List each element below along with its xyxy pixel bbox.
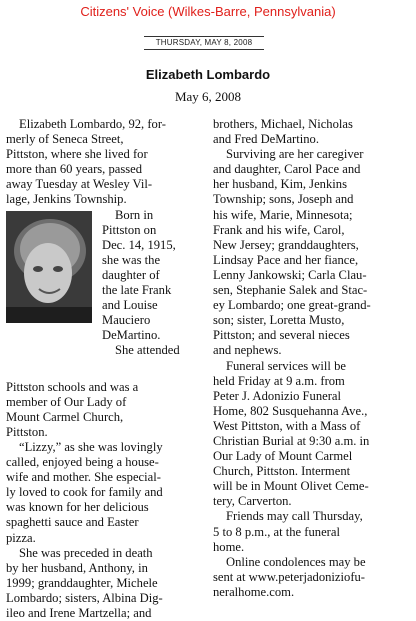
text-line: sen, Stephanie Salek and Stac-: [213, 283, 368, 298]
text-line: Pittston on: [102, 222, 157, 237]
text-line: ileo and Irene Martzella; and: [6, 605, 152, 620]
text-line: by her husband, Anthony, in: [6, 560, 148, 575]
text-line: ly loved to cook for family and: [6, 485, 163, 500]
text-line: home.: [213, 539, 245, 554]
text-line: called, enjoyed being a house-: [6, 455, 159, 470]
photo-wrap-block: [6, 208, 211, 380]
text-line: Funeral services will be: [226, 358, 346, 373]
text-line: She attended: [115, 343, 180, 358]
text-line: She was preceded in death: [19, 545, 153, 560]
text-line: Township; sons, Joseph and: [213, 192, 354, 207]
text-line: New Jersey; granddaughters,: [213, 237, 359, 252]
text-line: Lenny Jankowski; Carla Clau-: [213, 267, 367, 282]
text-line: her husband, Kim, Jenkins: [213, 177, 347, 192]
text-line: and daughter, Carol Pace and: [213, 162, 361, 177]
text-line: “Lizzy,” as she was lovingly: [19, 439, 163, 454]
text-line: his wife, Marie, Minnesota;: [213, 207, 353, 222]
text-line: Elizabeth Lombardo, 92, for-: [19, 117, 166, 131]
text-line: member of Our Lady of: [6, 394, 127, 409]
dateline: THURSDAY, MAY 8, 2008: [144, 36, 264, 50]
text-line: Christian Burial at 9:30 a.m. in: [213, 433, 370, 448]
text-line: sent at www.peterjadoniziofu-: [213, 569, 366, 584]
text-line: the late Frank: [102, 283, 172, 298]
text-line: Pittston; and several nieces: [213, 328, 350, 343]
text-line: tery, Carverton.: [213, 494, 292, 509]
text-line: 5 to 8 p.m., at the funeral: [213, 524, 340, 539]
text-line: Peter J. Adonizio Funeral: [213, 388, 342, 403]
text-line: was known for her delicious: [6, 500, 149, 515]
text-line: and Fred DeMartino.: [213, 132, 319, 147]
text-line: she was the: [102, 252, 161, 267]
text-line: DeMartino.: [102, 328, 161, 343]
text-line: Surviving are her caregiver: [226, 147, 364, 162]
text-line: Church, Pittston. Interment: [213, 464, 351, 479]
column-right: [213, 117, 413, 600]
text-line: and nephews.: [213, 343, 282, 358]
paragraph-group: [6, 380, 211, 621]
text-line: daughter of: [102, 267, 160, 282]
death-date: May 6, 2008: [174, 89, 242, 104]
text-line: Dec. 14, 1915,: [102, 237, 176, 252]
text-line: and Louise: [102, 298, 158, 313]
text-line: son; sister, Loretta Musto,: [213, 313, 345, 328]
portrait-photo: [6, 211, 92, 323]
text-line: lage, Jenkins Township.: [6, 192, 127, 207]
text-line: Friends may call Thursday,: [226, 509, 363, 524]
text-line: Our Lady of Mount Carmel: [213, 449, 353, 464]
text-line: Home, 802 Susquehanna Ave.,: [213, 403, 368, 418]
text-line: away Tuesday at Wesley Vil-: [6, 177, 153, 192]
text-line: 1999; granddaughter, Michele: [6, 575, 158, 590]
text-line: Pittston, where she lived for: [6, 147, 148, 162]
text-line: neralhome.com.: [213, 584, 295, 599]
paragraph-group: [6, 117, 211, 208]
text-line: Pittston schools and was a: [6, 379, 139, 394]
portrait-image: [6, 211, 92, 323]
text-line: Online condolences may be: [226, 554, 366, 569]
text-line: ey Lombardo; one great-grand-: [213, 298, 371, 313]
text-line: Lombardo; sisters, Albina Dig-: [6, 590, 163, 605]
text-line: Lindsay Pace and her fiance,: [213, 252, 359, 267]
text-line: more than 60 years, passed: [6, 162, 143, 177]
paragraph-beside-photo: [102, 208, 212, 359]
text-line: Frank and his wife, Carol,: [213, 222, 345, 237]
text-line: will be in Mount Olivet Ceme-: [213, 479, 369, 494]
text-line: wife and mother. She especial-: [6, 470, 161, 485]
obituary-name: Elizabeth Lombardo: [145, 67, 271, 82]
text-line: Mauciero: [102, 313, 151, 328]
text-line: merly of Seneca Street,: [6, 132, 124, 147]
text-line: West Pittston, with a Mass of: [213, 418, 361, 433]
text-line: pizza.: [6, 530, 36, 545]
newspaper-source: Citizens' Voice (Wilkes-Barre, Pennsylvania): [80, 4, 336, 19]
column-left: [6, 117, 211, 621]
text-line: Born in: [115, 207, 154, 222]
text-line: Pittston.: [6, 424, 48, 439]
text-line: spaghetti sauce and Easter: [6, 515, 139, 530]
text-line: held Friday at 9 a.m. from: [213, 373, 345, 388]
text-line: brothers, Michael, Nicholas: [213, 117, 353, 131]
text-line: Mount Carmel Church,: [6, 409, 124, 424]
